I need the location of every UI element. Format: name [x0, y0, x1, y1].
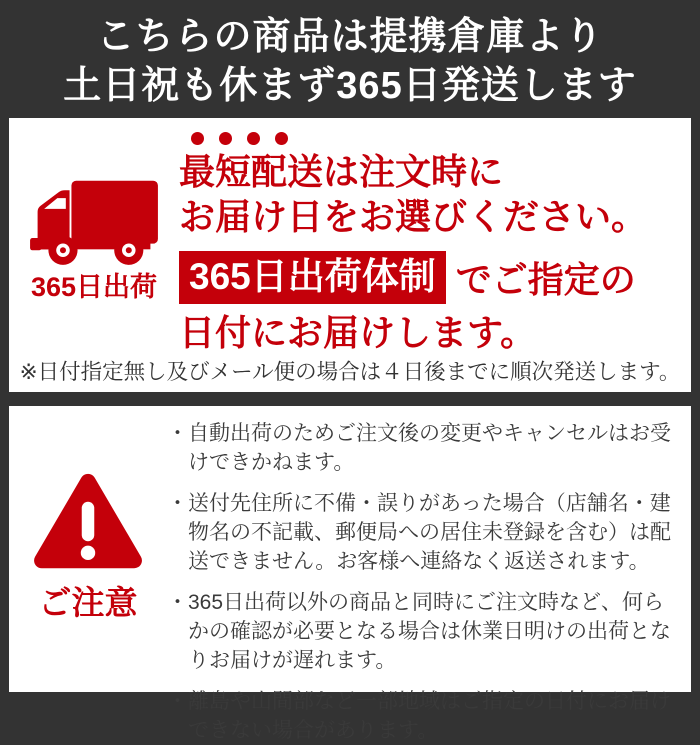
caution-list-item: ・ 離島や山間部など一部地域はご指定の日付にお届けできない場合があります。: [167, 687, 675, 745]
delivery-icon-column: [9, 118, 179, 392]
caution-icon-column: [9, 406, 167, 692]
banner-line-1: こちらの商品は提携倉庫より: [96, 16, 604, 58]
banner-line-2: 土日祝も休まず365日発送します: [63, 65, 637, 107]
emphasis-dot: [191, 132, 204, 145]
delivery-text-column: [179, 118, 691, 392]
emphasis-dot: [275, 132, 288, 145]
delivery-headline-1: 最短配送は注文時に: [179, 151, 504, 192]
delivery-headline-3: 日付にお届けします。: [179, 312, 537, 353]
highlight-suffix-text: でご指定の: [455, 259, 636, 300]
caution-list-item: ・ 自動出荷のためご注文後の変更やキャンセルはお受けできかねます。: [167, 419, 675, 477]
delivery-highlight-line: [179, 251, 691, 304]
emphasis-dot: [219, 132, 232, 145]
emphasis-dots-icon: [191, 132, 691, 145]
truck-icon: [28, 176, 160, 270]
warning-triangle-icon: [30, 470, 146, 574]
caution-list-item: ・ 365日出荷以外の商品と同時にご注文時など、何らかの確認が必要となる場合は休業日明けの出荷となりお届けが遅れます。: [167, 588, 675, 675]
truck-icon-label: 365日出荷: [30, 272, 158, 302]
delivery-note: ※日付指定無し及びメール便の場合は４日後までに順次発送します。: [19, 360, 681, 384]
caution-panel: [9, 406, 691, 742]
delivery-info-panel: [9, 118, 691, 392]
caution-list-item: ・ 送付先住所に不備・誤りがあった場合（店舗名・建物名の不記載、郵便局への居住未登録を含む）は配送できません。お客様へ連絡なく返送されます。: [167, 489, 675, 576]
highlight-badge: 365日出荷体制: [179, 251, 446, 304]
header-banner: [0, 0, 700, 118]
emphasis-dot: [247, 132, 260, 145]
caution-label: ご注意: [38, 584, 138, 621]
caution-list: [167, 406, 691, 742]
delivery-headline-2: お届け日をお選びください。: [179, 196, 648, 237]
